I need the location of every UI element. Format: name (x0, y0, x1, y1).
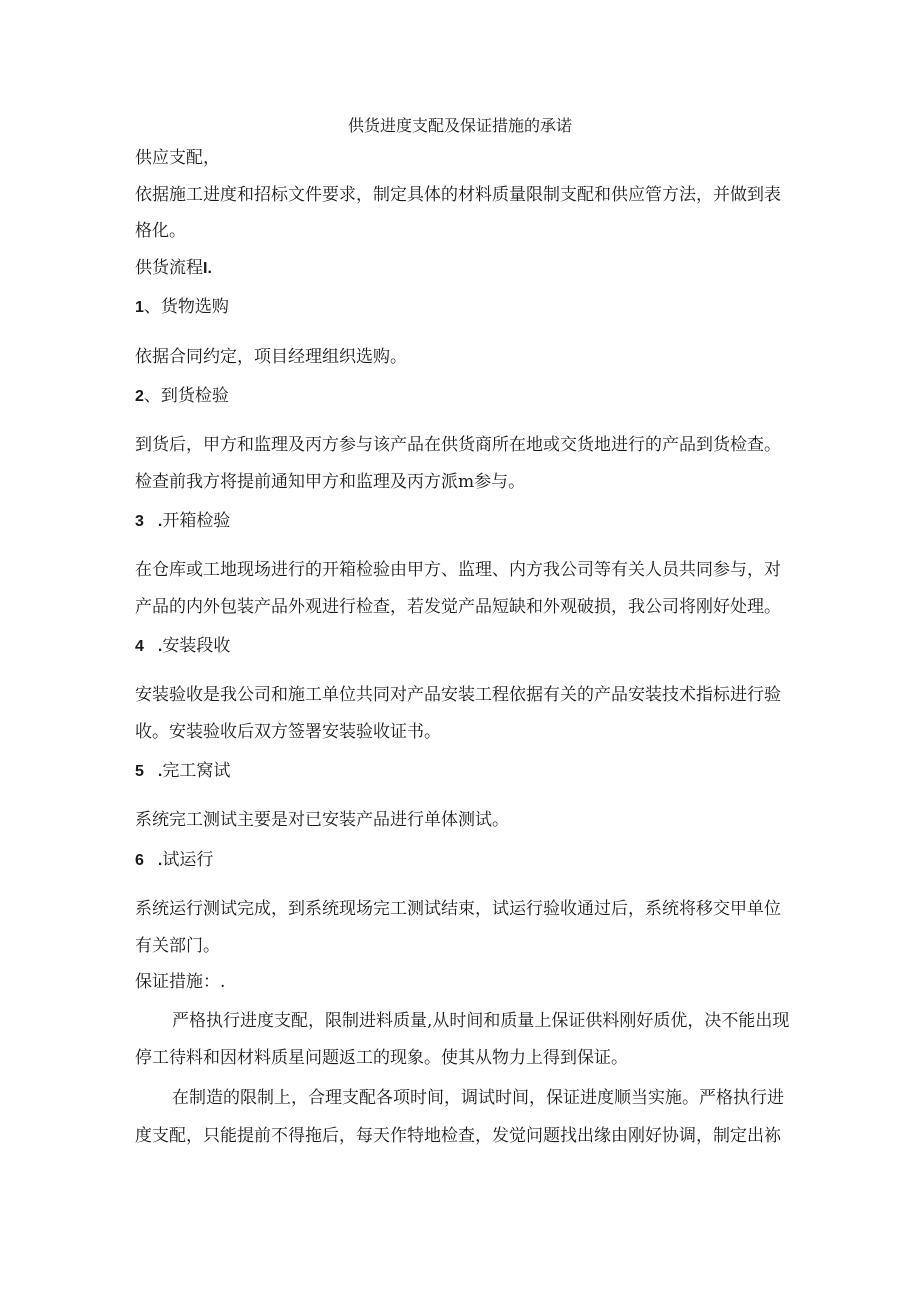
section-number: 1 (135, 299, 144, 316)
section-body-line: 检查前我方将提前通知甲方和监理及丙方派m参与。 (135, 472, 526, 492)
section-body-line: 产品的内外包装产品外观进行检查，若发觉产品短缺和外观破损，我公司将刚好处理。 (135, 597, 781, 617)
section-number: 6 (135, 852, 144, 869)
section-separator: 、 (143, 386, 161, 406)
section-number: 5 (135, 763, 144, 780)
section-number: 3 (135, 513, 144, 530)
section-heading (135, 848, 213, 873)
section-separator: . (157, 513, 163, 530)
section-heading (135, 509, 230, 534)
section-body-line: 到货后，甲方和监理及丙方参与该产品在供货商所在地或交货地进行的产品到货检查。 (135, 435, 781, 455)
section-separator: . (157, 763, 163, 780)
section-number: 4 (135, 638, 144, 655)
section-heading (135, 759, 230, 784)
section-body-line: 系统运行测试完成，到系统现场完工测试结束，试运行验收通过后，系统将移交甲单位 (135, 899, 781, 919)
section-separator: . (157, 638, 163, 655)
section-heading-text: 货物选购 (160, 297, 229, 317)
section-body-line: 依据合同约定，项目经理组织选购。 (135, 347, 407, 367)
flow-label (135, 256, 212, 281)
section-separator: . (157, 852, 163, 869)
section-heading (135, 384, 229, 409)
supply-label: 供应支配， (135, 148, 220, 168)
section-body-line: 在仓库或工地现场进行的开箱检验由甲方、监理、内方我公司等有关人员共同参与，对 (135, 560, 781, 580)
section-heading-text: 完工窝试 (162, 761, 231, 781)
flow-label-suffix: I. (203, 260, 212, 277)
section-heading-text: 到货检验 (160, 386, 229, 406)
section-number: 2 (135, 388, 144, 405)
intro-line-1: 依据施工进度和招标文件要求，制定具体的材料质量限制支配和供应管方法，并做到表 (135, 185, 781, 205)
section-body-line: 安装验收是我公司和施工单位共同对产品安装工程依据有关的产品安装技术指标进行验 (135, 685, 781, 705)
section-heading-text: 安装段收 (162, 636, 231, 656)
guarantee-para-1-line-1: 严格执行进度支配，限制进料质量,从时间和质量上保证供料刚好质优，决不能出现 (172, 1011, 790, 1031)
section-separator: 、 (143, 297, 161, 317)
guarantee-para-2-line-1: 在制造的限制上，合理支配各项时间，调试时间，保证进度顺当实施。严格执行进 (172, 1088, 784, 1108)
section-heading (135, 634, 230, 659)
document-title: 供货进度支配及保证措施的承诺 (347, 116, 572, 135)
section-body-line: 有关部门。 (135, 936, 220, 956)
guarantee-para-2-line-2: 度支配，只能提前不得拖后，每天作特地检查，发觉问题找出缘由刚好协调，制定出袮 (135, 1126, 781, 1146)
flow-label-text: 供货流程 (135, 258, 203, 278)
guarantee-label: 保证措施：. (135, 972, 226, 992)
intro-line-2: 格化。 (135, 221, 186, 241)
guarantee-para-1-line-2: 停工待料和因材料质星问题返工的现象。使其从物力上得到保证。 (135, 1048, 628, 1068)
section-heading-text: 试运行 (162, 850, 214, 870)
section-body-line: 系统完工测试主要是对已安装产品进行单体测试。 (135, 810, 509, 830)
section-heading-text: 开箱检验 (162, 511, 231, 531)
section-body-line: 收。安装验收后双方签署安装验收证书。 (135, 722, 441, 742)
section-heading (135, 295, 229, 320)
